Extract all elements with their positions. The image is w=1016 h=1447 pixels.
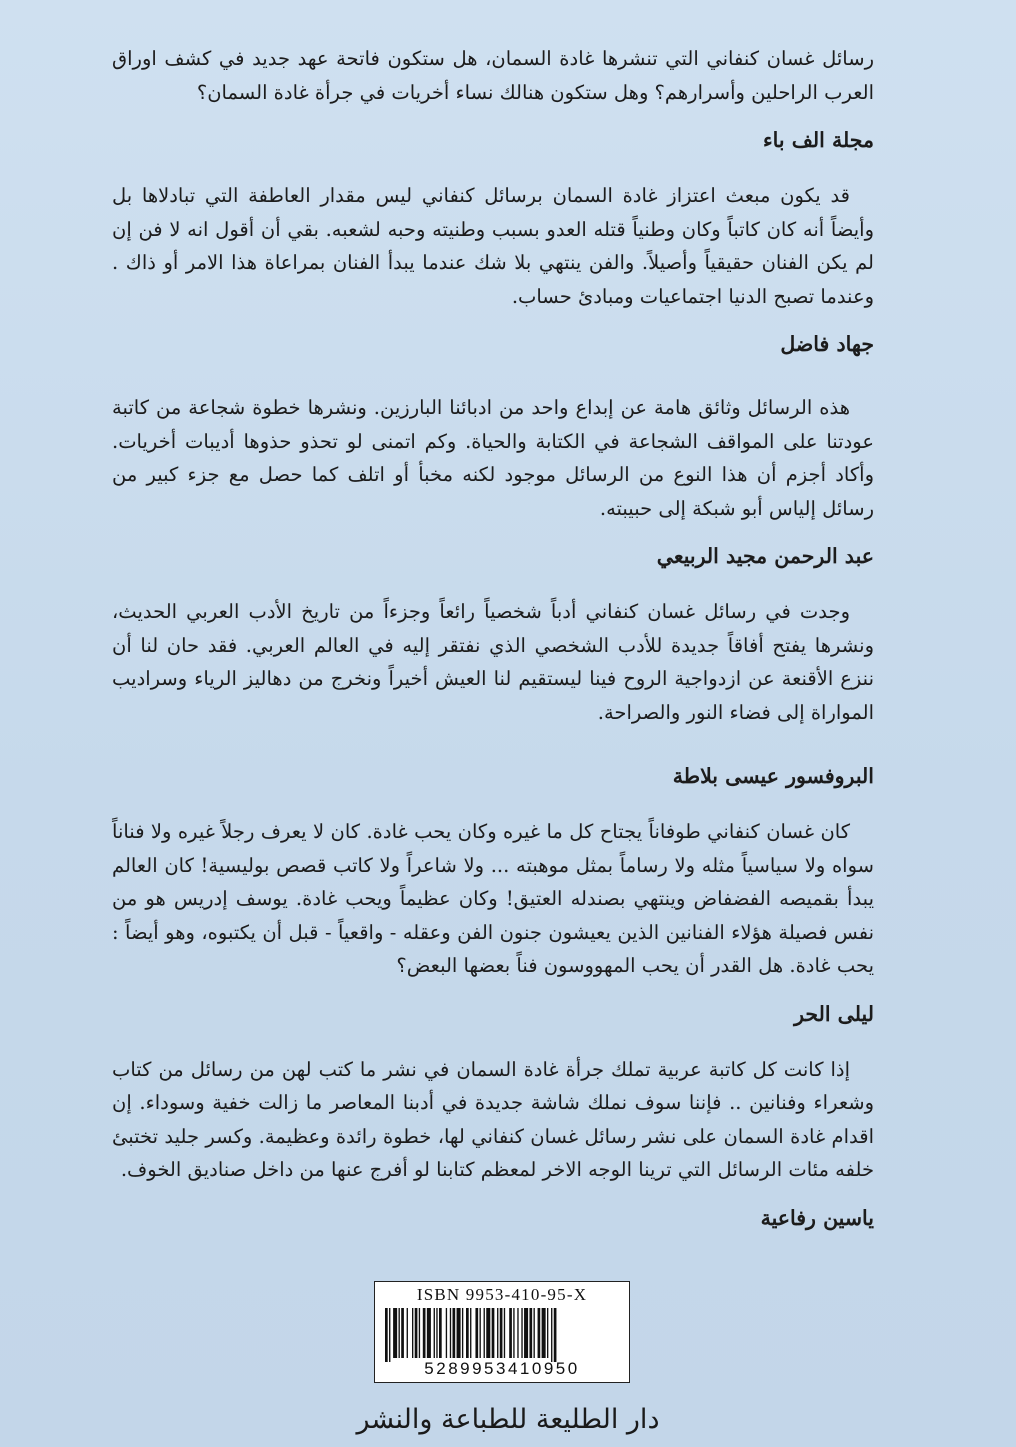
isbn-label: ISBN 9953-410-95-X <box>416 1285 588 1304</box>
review-paragraph: رسائل غسان كنفاني التي تنشرها غادة السمان، هل ستكون فاتحة عهد جديد في كشف اوراق العرب الراحلين وأسرارهم؟ وهل ستكون هنالك نساء أخريات في جرأة غادة السمان؟ <box>112 47 874 104</box>
barcode-icon <box>383 1308 619 1362</box>
review-author: ليلى الحر <box>794 1001 874 1026</box>
review-paragraph: وجدت في رسائل غسان كنفاني أدباً شخصياً رائعاً وجزءاً من تاريخ الأدب العربي الحديث، ونشرها يفتح أفاقاً جديدة للأدب الشخصي الذي نفتقر إليه في العالم العربي. فقد حان لنا أن ننزع الأقنعة عن ازدواجية الروح فينا ليستقيم لنا العيش أخيراً ونخرج من دهاليز الرياء وسراديب المواراة إلى فضاء النور والصراحة. <box>112 600 874 724</box>
review-author: عبد الرحمن مجيد الربيعي <box>656 544 874 568</box>
review-paragraph: إذا كانت كل كاتبة عربية تملك جرأة غادة السمان في نشر ما كتب لهن من رسائل من كتاب وشعراء وفنانين .. فإننا سوف نملك شاشة جديدة في أدبنا المعاصر ما زالت خفية وسوداء. إن اقدام غادة السمان على نشر رسائل غسان كنفاني لها، خطوة رائدة وعظيمة. وكسر جليد تختبئ خلفه مئات الرسائل التي ترينا الوجه الاخر لمعظم كتابنا لو أفرج عنها من داخل صناديق الخوف. <box>112 1057 874 1181</box>
review-author: مجلة الف باء <box>762 128 874 152</box>
review-author: البروفسور عيسى بلاطة <box>672 764 874 788</box>
review-paragraph: هذه الرسائل وثائق هامة عن إبداع واحد من ادبائنا البارزين. ونشرها خطوة شجاعة من كاتبة عودتنا على المواقف الشجاعة في الكتابة والحياة. وكم اتمنى لو تحذو حذوها أديبات أخريات. وأكاد أجزم أن هذا النوع من الرسائل موجود لكنه مخبأ أو اتلف كما حصل مع جزء كبير من رسائل إلياس أبو شبكة إلى حبيبته. <box>112 396 874 520</box>
barcode-digits: 5289953410950 <box>424 1359 580 1378</box>
publisher-name: دار الطليعة للطباعة والنشر <box>356 1404 660 1435</box>
review-paragraph: كان غسان كنفاني طوفاناً يجتاح كل ما غيره وكان يحب غادة. كان لا يعرف رجلاً غيره ولا فناناً سواه ولا سياسياً مثله ولا رساماً بمثل موهبته ... ولا شاعراً ولا كاتب قصص بوليسية! كان العالم يبدأ بقميصه الفضفاض وينتهي بصندله العتيق! وكان عظيماً ويحب غادة. يوسف إدريس هو من نفس فصيلة هؤلاء الفنانين الذين يعيشون جنون الفن وعقله - واقعياً - قبل أن يكتبوه، وهو أيضاً : يحب غادة. هل القدر أن يحب المهووسون فناً بعضها البعض؟ <box>112 820 874 977</box>
review-author: جهاد فاضل <box>780 332 874 356</box>
blurbs-column <box>112 42 874 1235</box>
review-author: ياسين رفاعية <box>760 1205 874 1230</box>
isbn-barcode-box <box>374 1281 630 1383</box>
review-paragraph: قد يكون مبعث اعتزاز غادة السمان برسائل كنفاني ليس مقدار العاطفة التي تبادلاها بل وأيضاً أنه كان كاتباً وكان وطنياً قتله العدو بسبب وطنيته وحبه لشعبه. بقي أن أقول انه لا فن إن لم يكن الفنان حقيقياً وأصيلاً. والفن ينتهي بلا شك عندما يبدأ الفنان بمراعاة هذا الامر أو ذاك . وعندما تصبح الدنيا اجتماعيات ومبادئ حساب. <box>112 184 874 308</box>
